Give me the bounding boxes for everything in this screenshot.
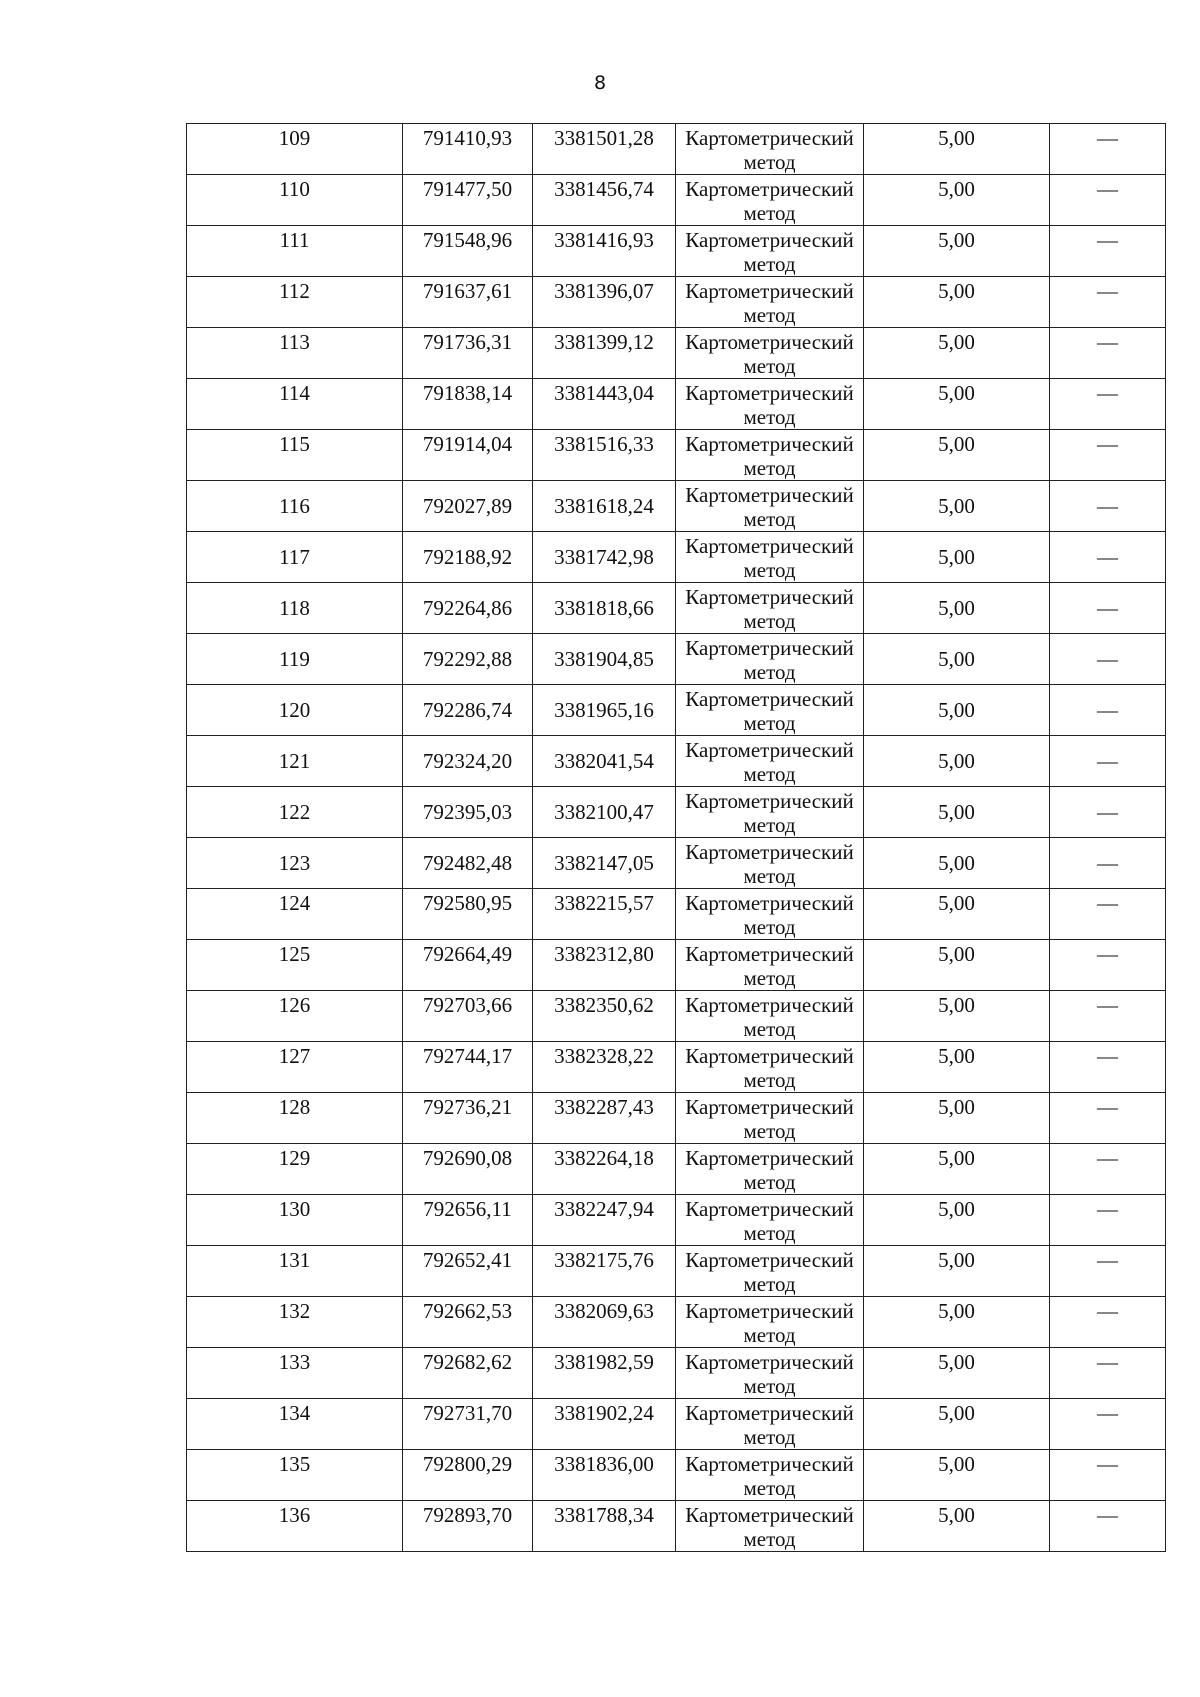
accuracy-cell: 5,00 — [864, 838, 1050, 889]
table-row — [187, 1093, 1166, 1144]
coordinate-x-cell: 792662,53 — [403, 1297, 533, 1348]
accuracy-cell: 5,00 — [864, 1501, 1050, 1552]
coordinate-y-cell: 3382215,57 — [533, 889, 676, 940]
note-cell: — — [1050, 226, 1166, 277]
note-cell: — — [1050, 1399, 1166, 1450]
coordinate-x-cell: 792703,66 — [403, 991, 533, 1042]
accuracy-cell: 5,00 — [864, 379, 1050, 430]
note-cell: — — [1050, 838, 1166, 889]
method-cell: Картометрический метод — [676, 1399, 864, 1450]
coordinate-x-cell: 791914,04 — [403, 430, 533, 481]
accuracy-cell: 5,00 — [864, 1450, 1050, 1501]
coordinate-y-cell: 3382350,62 — [533, 991, 676, 1042]
method-cell: Картометрический метод — [676, 175, 864, 226]
note-cell: — — [1050, 1195, 1166, 1246]
method-cell: Картометрический метод — [676, 1144, 864, 1195]
method-cell: Картометрический метод — [676, 940, 864, 991]
table-row — [187, 1246, 1166, 1297]
table-row — [187, 430, 1166, 481]
point-number-cell: 136 — [187, 1501, 403, 1552]
accuracy-cell: 5,00 — [864, 1348, 1050, 1399]
note-cell: — — [1050, 1450, 1166, 1501]
note-cell: — — [1050, 532, 1166, 583]
note-cell: — — [1050, 1297, 1166, 1348]
method-cell: Картометрический метод — [676, 430, 864, 481]
note-cell: — — [1050, 430, 1166, 481]
point-number-cell: 132 — [187, 1297, 403, 1348]
coordinate-y-cell: 3381904,85 — [533, 634, 676, 685]
note-cell: — — [1050, 685, 1166, 736]
accuracy-cell: 5,00 — [864, 583, 1050, 634]
table-row — [187, 685, 1166, 736]
coordinate-x-cell: 792736,21 — [403, 1093, 533, 1144]
coordinate-y-cell: 3381516,33 — [533, 430, 676, 481]
table-row — [187, 1195, 1166, 1246]
method-cell: Картометрический метод — [676, 685, 864, 736]
accuracy-cell: 5,00 — [864, 1042, 1050, 1093]
coordinate-x-cell: 792286,74 — [403, 685, 533, 736]
coordinates-table — [186, 123, 1166, 1552]
method-cell: Картометрический метод — [676, 328, 864, 379]
accuracy-cell: 5,00 — [864, 1093, 1050, 1144]
point-number-cell: 126 — [187, 991, 403, 1042]
point-number-cell: 111 — [187, 226, 403, 277]
coordinate-x-cell: 791410,93 — [403, 124, 533, 175]
point-number-cell: 120 — [187, 685, 403, 736]
method-cell: Картометрический метод — [676, 787, 864, 838]
method-cell: Картометрический метод — [676, 1195, 864, 1246]
method-cell: Картометрический метод — [676, 1297, 864, 1348]
coordinates-table-body — [187, 124, 1166, 1552]
table-row — [187, 583, 1166, 634]
coordinate-x-cell: 792580,95 — [403, 889, 533, 940]
accuracy-cell: 5,00 — [864, 226, 1050, 277]
accuracy-cell: 5,00 — [864, 634, 1050, 685]
note-cell: — — [1050, 787, 1166, 838]
table-row — [187, 1144, 1166, 1195]
coordinate-x-cell: 792482,48 — [403, 838, 533, 889]
coordinate-y-cell: 3382287,43 — [533, 1093, 676, 1144]
accuracy-cell: 5,00 — [864, 124, 1050, 175]
method-cell: Картометрический метод — [676, 889, 864, 940]
point-number-cell: 115 — [187, 430, 403, 481]
accuracy-cell: 5,00 — [864, 1195, 1050, 1246]
note-cell: — — [1050, 1501, 1166, 1552]
table-row — [187, 1450, 1166, 1501]
note-cell: — — [1050, 991, 1166, 1042]
table-row — [187, 481, 1166, 532]
coordinate-y-cell: 3382041,54 — [533, 736, 676, 787]
coordinate-x-cell: 792690,08 — [403, 1144, 533, 1195]
accuracy-cell: 5,00 — [864, 940, 1050, 991]
note-cell: — — [1050, 175, 1166, 226]
table-row — [187, 736, 1166, 787]
coordinate-x-cell: 791637,61 — [403, 277, 533, 328]
point-number-cell: 114 — [187, 379, 403, 430]
coordinate-x-cell: 792664,49 — [403, 940, 533, 991]
note-cell: — — [1050, 1348, 1166, 1399]
method-cell: Картометрический метод — [676, 379, 864, 430]
method-cell: Картометрический метод — [676, 1348, 864, 1399]
coordinate-x-cell: 792652,41 — [403, 1246, 533, 1297]
table-row — [187, 328, 1166, 379]
point-number-cell: 135 — [187, 1450, 403, 1501]
coordinate-y-cell: 3381902,24 — [533, 1399, 676, 1450]
method-cell: Картометрический метод — [676, 838, 864, 889]
table-row — [187, 787, 1166, 838]
coordinate-y-cell: 3382312,80 — [533, 940, 676, 991]
table-row — [187, 277, 1166, 328]
table-row — [187, 1399, 1166, 1450]
coordinate-x-cell: 791477,50 — [403, 175, 533, 226]
point-number-cell: 134 — [187, 1399, 403, 1450]
point-number-cell: 131 — [187, 1246, 403, 1297]
page-number: 8 — [593, 72, 607, 94]
note-cell: — — [1050, 889, 1166, 940]
point-number-cell: 122 — [187, 787, 403, 838]
coordinate-x-cell: 792264,86 — [403, 583, 533, 634]
point-number-cell: 116 — [187, 481, 403, 532]
point-number-cell: 133 — [187, 1348, 403, 1399]
coordinate-y-cell: 3382175,76 — [533, 1246, 676, 1297]
coordinate-x-cell: 792395,03 — [403, 787, 533, 838]
point-number-cell: 129 — [187, 1144, 403, 1195]
method-cell: Картометрический метод — [676, 1042, 864, 1093]
coordinate-y-cell: 3382147,05 — [533, 838, 676, 889]
point-number-cell: 127 — [187, 1042, 403, 1093]
table-row — [187, 889, 1166, 940]
coordinate-x-cell: 792744,17 — [403, 1042, 533, 1093]
method-cell: Картометрический метод — [676, 1501, 864, 1552]
accuracy-cell: 5,00 — [864, 1399, 1050, 1450]
accuracy-cell: 5,00 — [864, 685, 1050, 736]
accuracy-cell: 5,00 — [864, 277, 1050, 328]
coordinate-x-cell: 792731,70 — [403, 1399, 533, 1450]
note-cell: — — [1050, 736, 1166, 787]
coordinate-y-cell: 3381618,24 — [533, 481, 676, 532]
table-row — [187, 1348, 1166, 1399]
coordinate-y-cell: 3381501,28 — [533, 124, 676, 175]
point-number-cell: 121 — [187, 736, 403, 787]
table-row — [187, 175, 1166, 226]
point-number-cell: 123 — [187, 838, 403, 889]
method-cell: Картометрический метод — [676, 1450, 864, 1501]
coordinate-x-cell: 792656,11 — [403, 1195, 533, 1246]
coordinate-x-cell: 791838,14 — [403, 379, 533, 430]
point-number-cell: 117 — [187, 532, 403, 583]
accuracy-cell: 5,00 — [864, 1246, 1050, 1297]
table-row — [187, 379, 1166, 430]
coordinate-y-cell: 3381818,66 — [533, 583, 676, 634]
table-row — [187, 1297, 1166, 1348]
accuracy-cell: 5,00 — [864, 787, 1050, 838]
coordinate-x-cell: 791548,96 — [403, 226, 533, 277]
coordinate-y-cell: 3382264,18 — [533, 1144, 676, 1195]
table-row — [187, 838, 1166, 889]
accuracy-cell: 5,00 — [864, 991, 1050, 1042]
method-cell: Картометрический метод — [676, 532, 864, 583]
note-cell: — — [1050, 1042, 1166, 1093]
point-number-cell: 110 — [187, 175, 403, 226]
note-cell: — — [1050, 124, 1166, 175]
accuracy-cell: 5,00 — [864, 430, 1050, 481]
point-number-cell: 124 — [187, 889, 403, 940]
coordinate-x-cell: 792682,62 — [403, 1348, 533, 1399]
coordinate-y-cell: 3381396,07 — [533, 277, 676, 328]
method-cell: Картометрический метод — [676, 226, 864, 277]
coordinate-y-cell: 3381965,16 — [533, 685, 676, 736]
accuracy-cell: 5,00 — [864, 736, 1050, 787]
table-row — [187, 1501, 1166, 1552]
note-cell: — — [1050, 583, 1166, 634]
note-cell: — — [1050, 1093, 1166, 1144]
table-row — [187, 940, 1166, 991]
coordinate-y-cell: 3381788,34 — [533, 1501, 676, 1552]
coordinate-y-cell: 3381399,12 — [533, 328, 676, 379]
accuracy-cell: 5,00 — [864, 175, 1050, 226]
coordinate-y-cell: 3381836,00 — [533, 1450, 676, 1501]
coordinate-y-cell: 3381416,93 — [533, 226, 676, 277]
accuracy-cell: 5,00 — [864, 532, 1050, 583]
method-cell: Картометрический метод — [676, 481, 864, 532]
note-cell: — — [1050, 1246, 1166, 1297]
method-cell: Картометрический метод — [676, 1246, 864, 1297]
point-number-cell: 113 — [187, 328, 403, 379]
coordinate-x-cell: 792027,89 — [403, 481, 533, 532]
coordinate-x-cell: 791736,31 — [403, 328, 533, 379]
coordinate-y-cell: 3381443,04 — [533, 379, 676, 430]
accuracy-cell: 5,00 — [864, 1297, 1050, 1348]
note-cell: — — [1050, 379, 1166, 430]
coordinate-x-cell: 792893,70 — [403, 1501, 533, 1552]
coordinate-x-cell: 792324,20 — [403, 736, 533, 787]
table-row — [187, 532, 1166, 583]
method-cell: Картометрический метод — [676, 736, 864, 787]
method-cell: Картометрический метод — [676, 124, 864, 175]
method-cell: Картометрический метод — [676, 991, 864, 1042]
point-number-cell: 125 — [187, 940, 403, 991]
table-row — [187, 124, 1166, 175]
coordinate-x-cell: 792188,92 — [403, 532, 533, 583]
coordinate-y-cell: 3382247,94 — [533, 1195, 676, 1246]
note-cell: — — [1050, 277, 1166, 328]
note-cell: — — [1050, 328, 1166, 379]
coordinate-y-cell: 3382069,63 — [533, 1297, 676, 1348]
method-cell: Картометрический метод — [676, 634, 864, 685]
point-number-cell: 118 — [187, 583, 403, 634]
coordinate-y-cell: 3382328,22 — [533, 1042, 676, 1093]
note-cell: — — [1050, 940, 1166, 991]
accuracy-cell: 5,00 — [864, 328, 1050, 379]
coordinate-x-cell: 792800,29 — [403, 1450, 533, 1501]
table-row — [187, 1042, 1166, 1093]
point-number-cell: 128 — [187, 1093, 403, 1144]
point-number-cell: 112 — [187, 277, 403, 328]
coordinate-x-cell: 792292,88 — [403, 634, 533, 685]
method-cell: Картометрический метод — [676, 583, 864, 634]
method-cell: Картометрический метод — [676, 277, 864, 328]
note-cell: — — [1050, 1144, 1166, 1195]
table-row — [187, 991, 1166, 1042]
note-cell: — — [1050, 634, 1166, 685]
point-number-cell: 119 — [187, 634, 403, 685]
point-number-cell: 109 — [187, 124, 403, 175]
table-row — [187, 226, 1166, 277]
coordinate-y-cell: 3382100,47 — [533, 787, 676, 838]
method-cell: Картометрический метод — [676, 1093, 864, 1144]
point-number-cell: 130 — [187, 1195, 403, 1246]
accuracy-cell: 5,00 — [864, 1144, 1050, 1195]
coordinate-y-cell: 3381742,98 — [533, 532, 676, 583]
coordinate-y-cell: 3381456,74 — [533, 175, 676, 226]
coordinate-y-cell: 3381982,59 — [533, 1348, 676, 1399]
table-row — [187, 634, 1166, 685]
accuracy-cell: 5,00 — [864, 889, 1050, 940]
accuracy-cell: 5,00 — [864, 481, 1050, 532]
note-cell: — — [1050, 481, 1166, 532]
